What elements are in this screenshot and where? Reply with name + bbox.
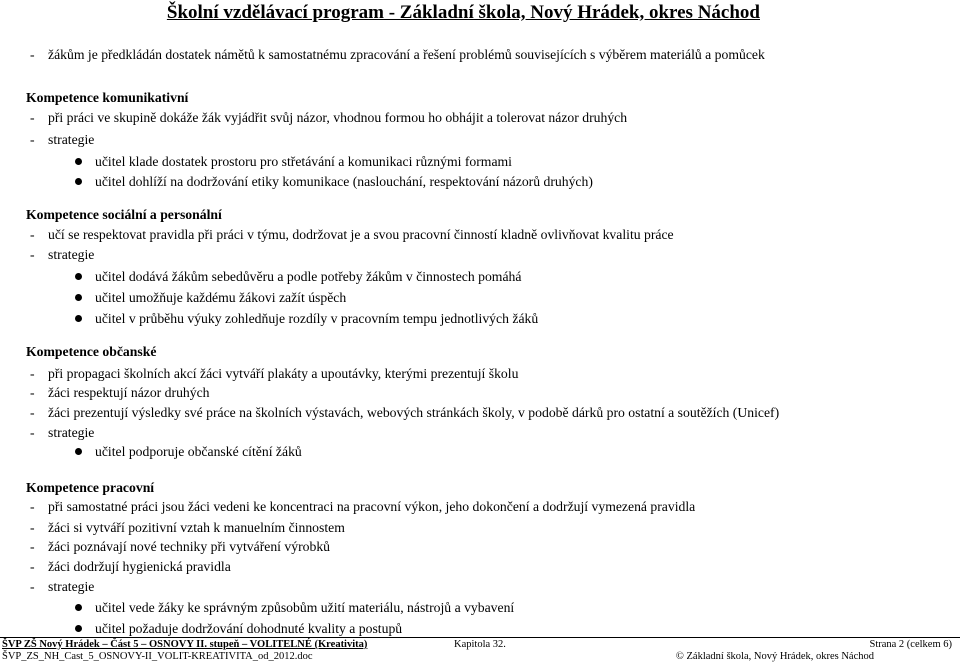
point-dash: - [30,425,35,440]
point-text: strategie [48,425,95,440]
footer-left-top: ŠVP ZŠ Nový Hrádek – Část 5 – OSNOVY II. stupeň – VOLITELNÉ (Kreativita) [2,639,368,650]
point-text: žáci si vytváří pozitivní vztah k manuelním činnostem [48,520,345,535]
point-text: strategie [48,247,95,262]
point-dash: - [30,520,35,535]
point-text: strategie [48,579,95,594]
section-heading-text: Kompetence komunikativní [26,90,189,105]
point-dash: - [30,385,35,400]
point-text: žáci respektují názor druhých [48,385,210,400]
point-text: žáci dodržují hygienická pravidla [48,559,231,574]
bullet-icon [75,448,82,455]
document-header-title: Školní vzdělávací program - Základní škola, Nový Hrádek, okres Náchod [166,2,760,23]
footer-page-number: Strana 2 (celkem 6) [869,639,952,650]
footer-chapter: Kapitola 32. [454,639,506,650]
point-dash: - [30,405,35,420]
bullet-icon [75,158,82,165]
bullet-icon [75,178,82,185]
bullet-icon [75,604,82,611]
bullet-text: učitel dodává žákům sebedůvěru a podle potřeby žákům v činnostech pomáhá [95,269,522,284]
section-heading-text: Kompetence pracovní [26,480,155,495]
bullet-text: učitel dohlíží na dodržování etiky komunikace (naslouchání, respektování názorů druhých) [95,174,593,189]
point-dash: - [30,247,35,262]
section-heading-text: Kompetence občanské [26,344,157,359]
point-text: při samostatné práci jsou žáci vedeni ke koncentraci na pracovní výkon, jeho dokončení a dodržují vymezená pravidla [48,499,696,514]
point-text: při propagaci školních akcí žáci vytváří plakáty a upoutávky, kterými prezentují školu [48,366,519,381]
footer-copyright: © Základní škola, Nový Hrádek, okres Náchod [675,651,874,662]
point-text: při práci ve skupině dokáže žák vyjádřit svůj názor, vhodnou formou ho obhájit a tolerovat názor druhých [48,110,628,125]
bullet-icon [75,273,82,280]
point-dash: - [30,539,35,554]
point-text: žáci poznávají nové techniky při vytváření výrobků [48,539,331,554]
bullet-icon [75,315,82,322]
footer-rule [0,637,960,638]
point-text: žákům je předkládán dostatek námětů k samostatnému zpracování a řešení problémů souvisejících s výběrem materiálů a pomůcek [48,47,765,62]
point-text: strategie [48,132,95,147]
point-dash: - [30,579,35,594]
point-dash: - [30,366,35,381]
point-dash: - [30,110,35,125]
bullet-text: učitel požaduje dodržování dohodnuté kvality a postupů [95,621,403,636]
point-dash: - [30,559,35,574]
point-dash: - [30,47,35,62]
bullet-text: učitel podporuje občanské cítění žáků [95,444,302,459]
bullet-text: učitel klade dostatek prostoru pro střetávání a komunikaci různými formami [95,154,512,169]
bullet-text: učitel v průběhu výuky zohledňuje rozdíly v pracovním tempu jednotlivých žáků [95,311,539,326]
bullet-icon [75,625,82,632]
section-heading-text: Kompetence sociální a personální [26,207,222,222]
point-text: učí se respektovat pravidla při práci v týmu, dodržovat je a svou pracovní činností kladně ovlivňovat kvalitu práce [48,227,674,242]
point-dash: - [30,499,35,514]
point-dash: - [30,132,35,147]
bullet-icon [75,294,82,301]
bullet-text: učitel umožňuje každému žákovi zažít úspěch [95,290,347,305]
bullet-text: učitel vede žáky ke správným způsobům užití materiálu, nástrojů a vybavení [95,600,515,615]
footer-left-bottom: ŠVP_ZS_NH_Cast_5_OSNOVY-II_VOLIT-KREATIVITA_od_2012.doc [2,651,313,662]
point-text: žáci prezentují výsledky své práce na školních výstavách, webových stránkách školy, v podobě dárků pro ostatní a soutěžích (Unicef) [48,405,780,420]
point-dash: - [30,227,35,242]
